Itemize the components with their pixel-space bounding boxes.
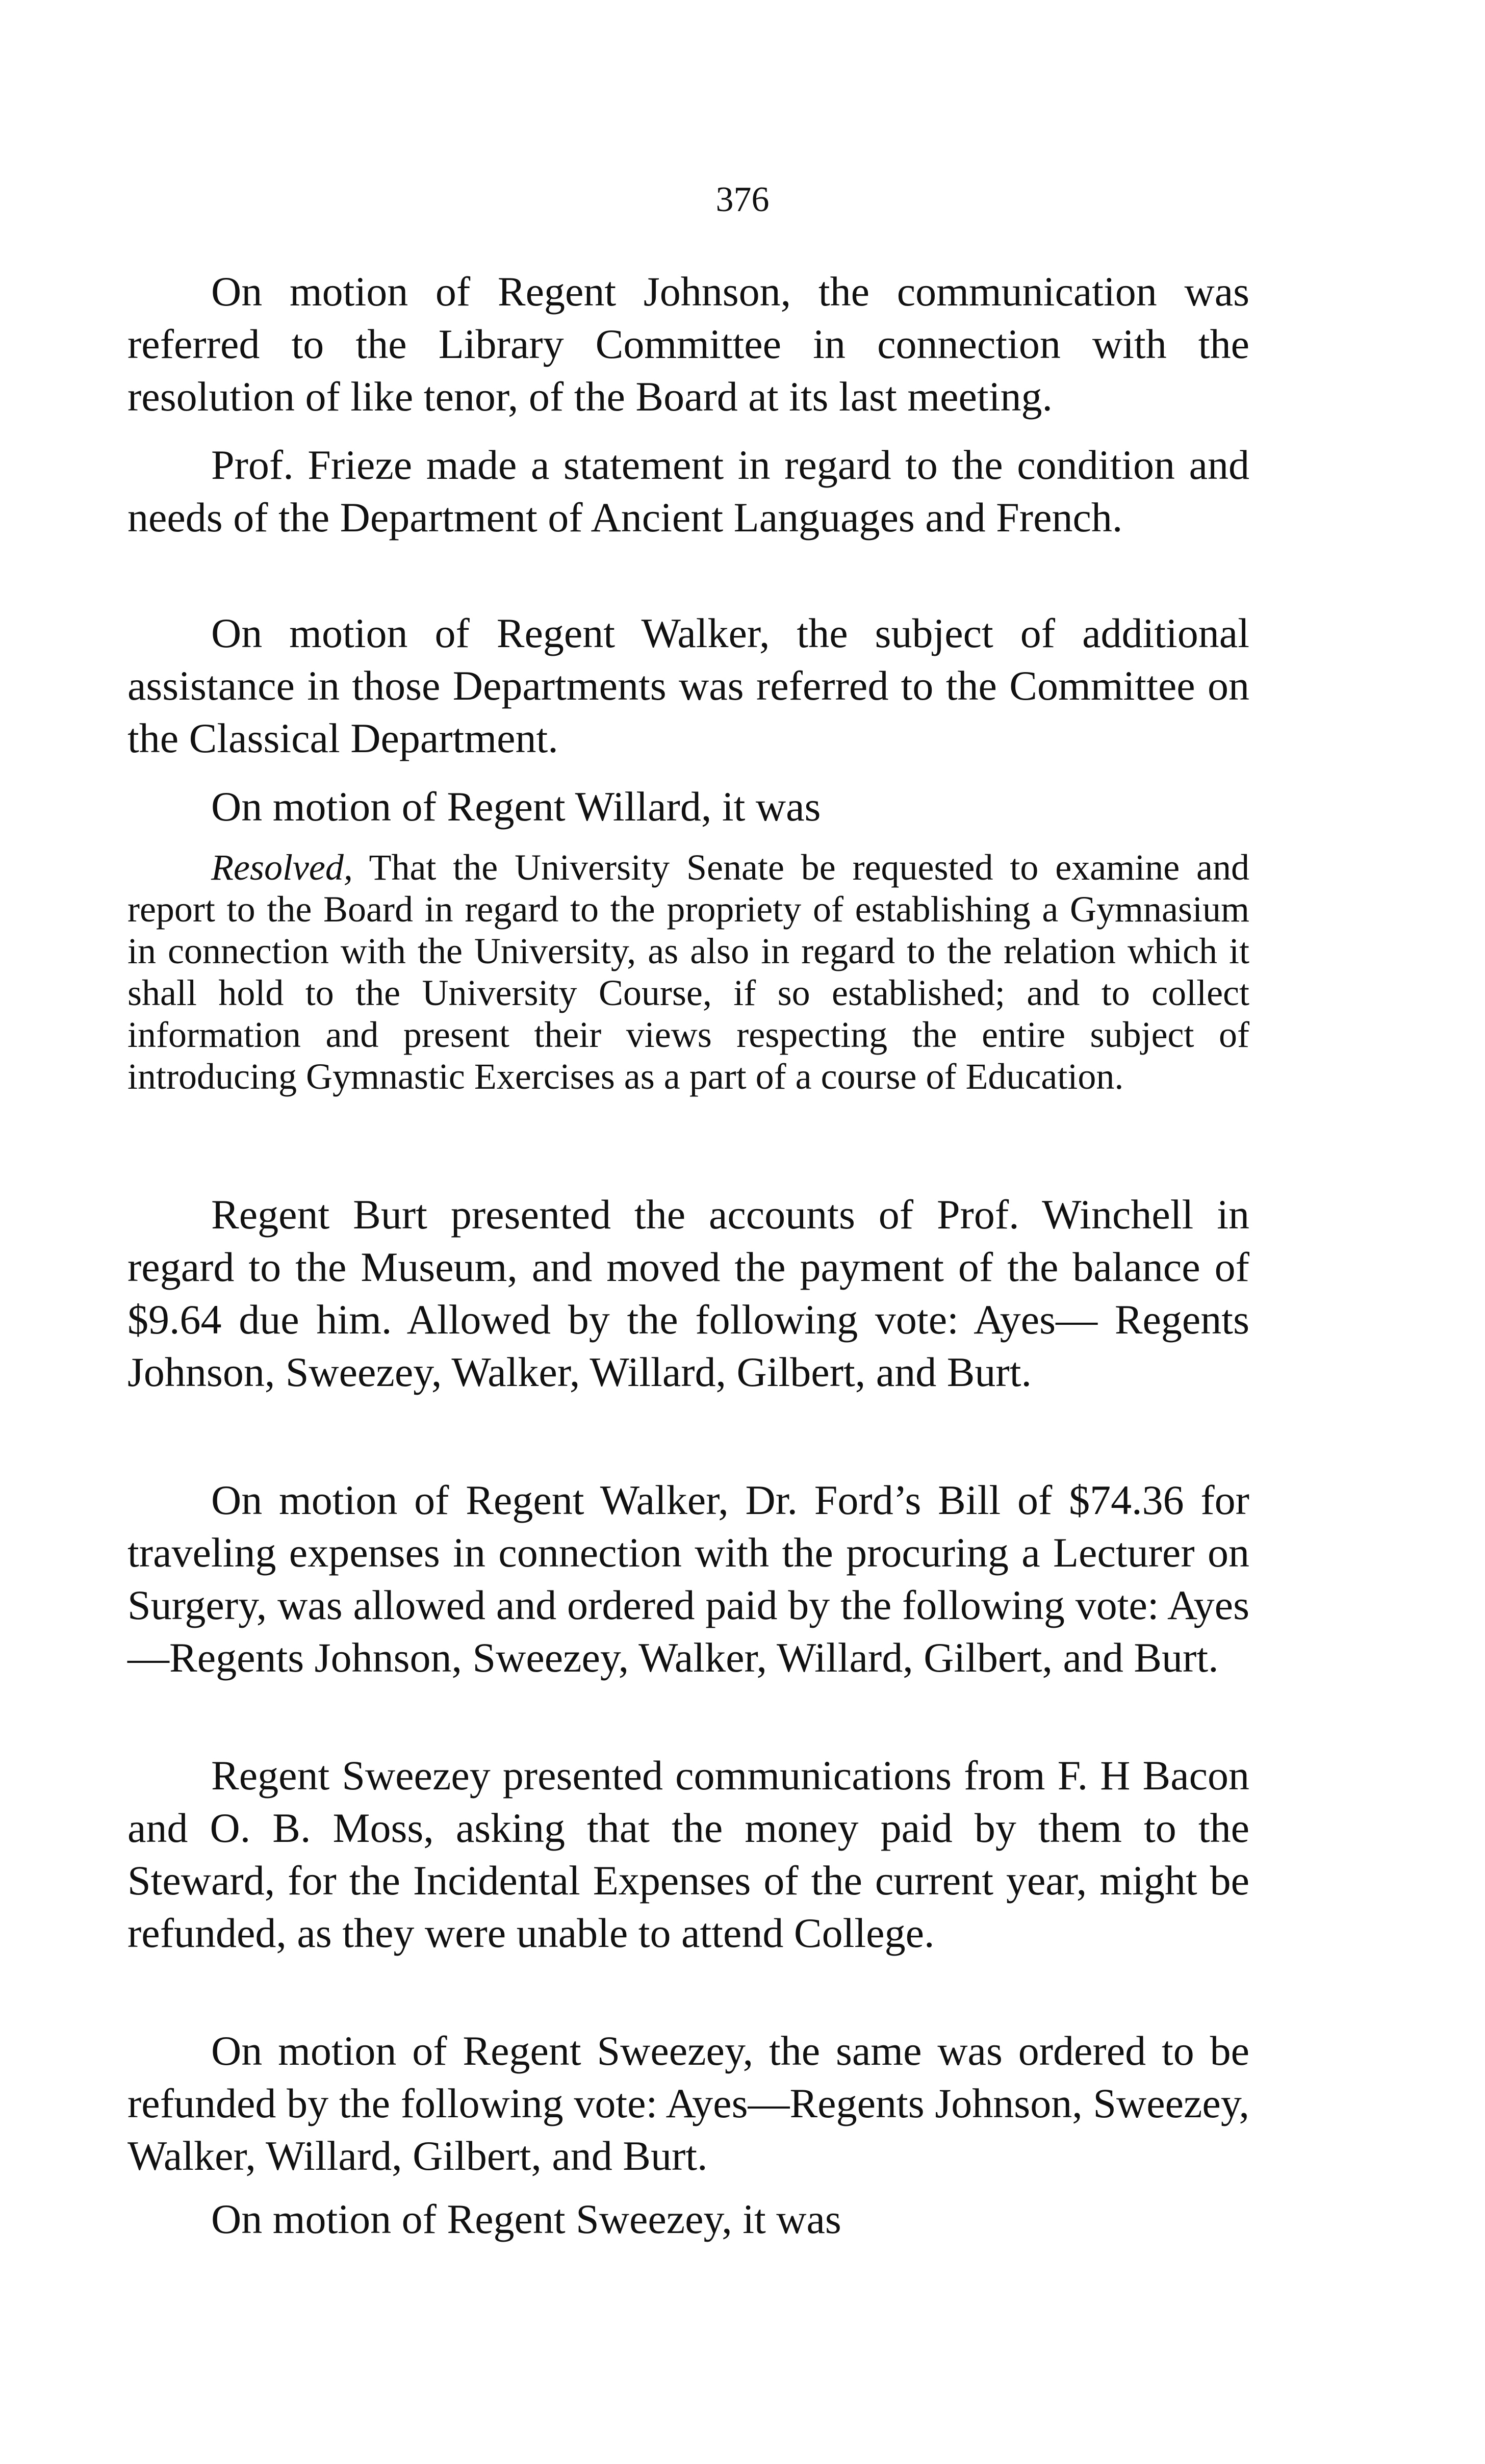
paragraph-sweezey-final-motion: On motion of Regent Sweezey, it was	[211, 2196, 841, 2242]
resolution-text: That the University Senate be requested to examine and report to the Board in regard to the propriety of establishing a Gymnasium in connection with the University, as also in regard to the relation which it shall hold to the University Course, if so established; and to collect information and present their views respecting the entire subject of introducing Gymnastic Exercises as a part of a course of Education.	[127, 847, 1249, 1097]
paragraph-frieze-statement: Prof. Frieze made a statement in regard to the condition and needs of the Department of Ancient Languages and French.	[127, 442, 1249, 541]
paragraph-walker-assistance: On motion of Regent Walker, the subject of additional assistance in those Departments was referred to the Committee on the Classical Department.	[127, 610, 1249, 761]
resolution-gymnasium	[127, 846, 1249, 1097]
paragraph-ford-bill: On motion of Regent Walker, Dr. Ford’s Bill of $74.36 for traveling expenses in connection with the procuring a Lecturer on Surgery, was allowed and ordered paid by the following vote: Ayes—Regents Johnson, Sweezey, Walker, Willard, Gilbert, and Burt.	[127, 1477, 1249, 1681]
paragraph-burt-accounts: Regent Burt presented the accounts of Prof. Winchell in regard to the Museum, and moved the payment of the balance of $9.64 due him. Allowed by the following vote: Ayes— Regents Johnson, Sweezey, Walker, Willard, Gilbert, and Burt.	[127, 1191, 1249, 1395]
paragraph-sweezey-refund: On motion of Regent Sweezey, the same was ordered to be refunded by the following vote: Ayes—Regents Johnson, Sweezey, Walker, Willard, Gilbert, and Burt.	[127, 2027, 1249, 2179]
resolved-label: Resolved,	[211, 847, 353, 888]
page-number: 376	[715, 180, 770, 219]
paragraph-johnson-motion: On motion of Regent Johnson, the communication was referred to the Library Committee in connection with the resolution of like tenor, of the Board at its last meeting.	[127, 268, 1249, 420]
paragraph-sweezey-communications: Regent Sweezey presented communications from F. H Bacon and O. B. Moss, asking that the money paid by them to the Steward, for the Incidental Expenses of the current year, might be refunded, as they were unable to attend College.	[127, 1752, 1249, 1956]
paragraph-willard-motion: On motion of Regent Willard, it was	[211, 783, 821, 830]
